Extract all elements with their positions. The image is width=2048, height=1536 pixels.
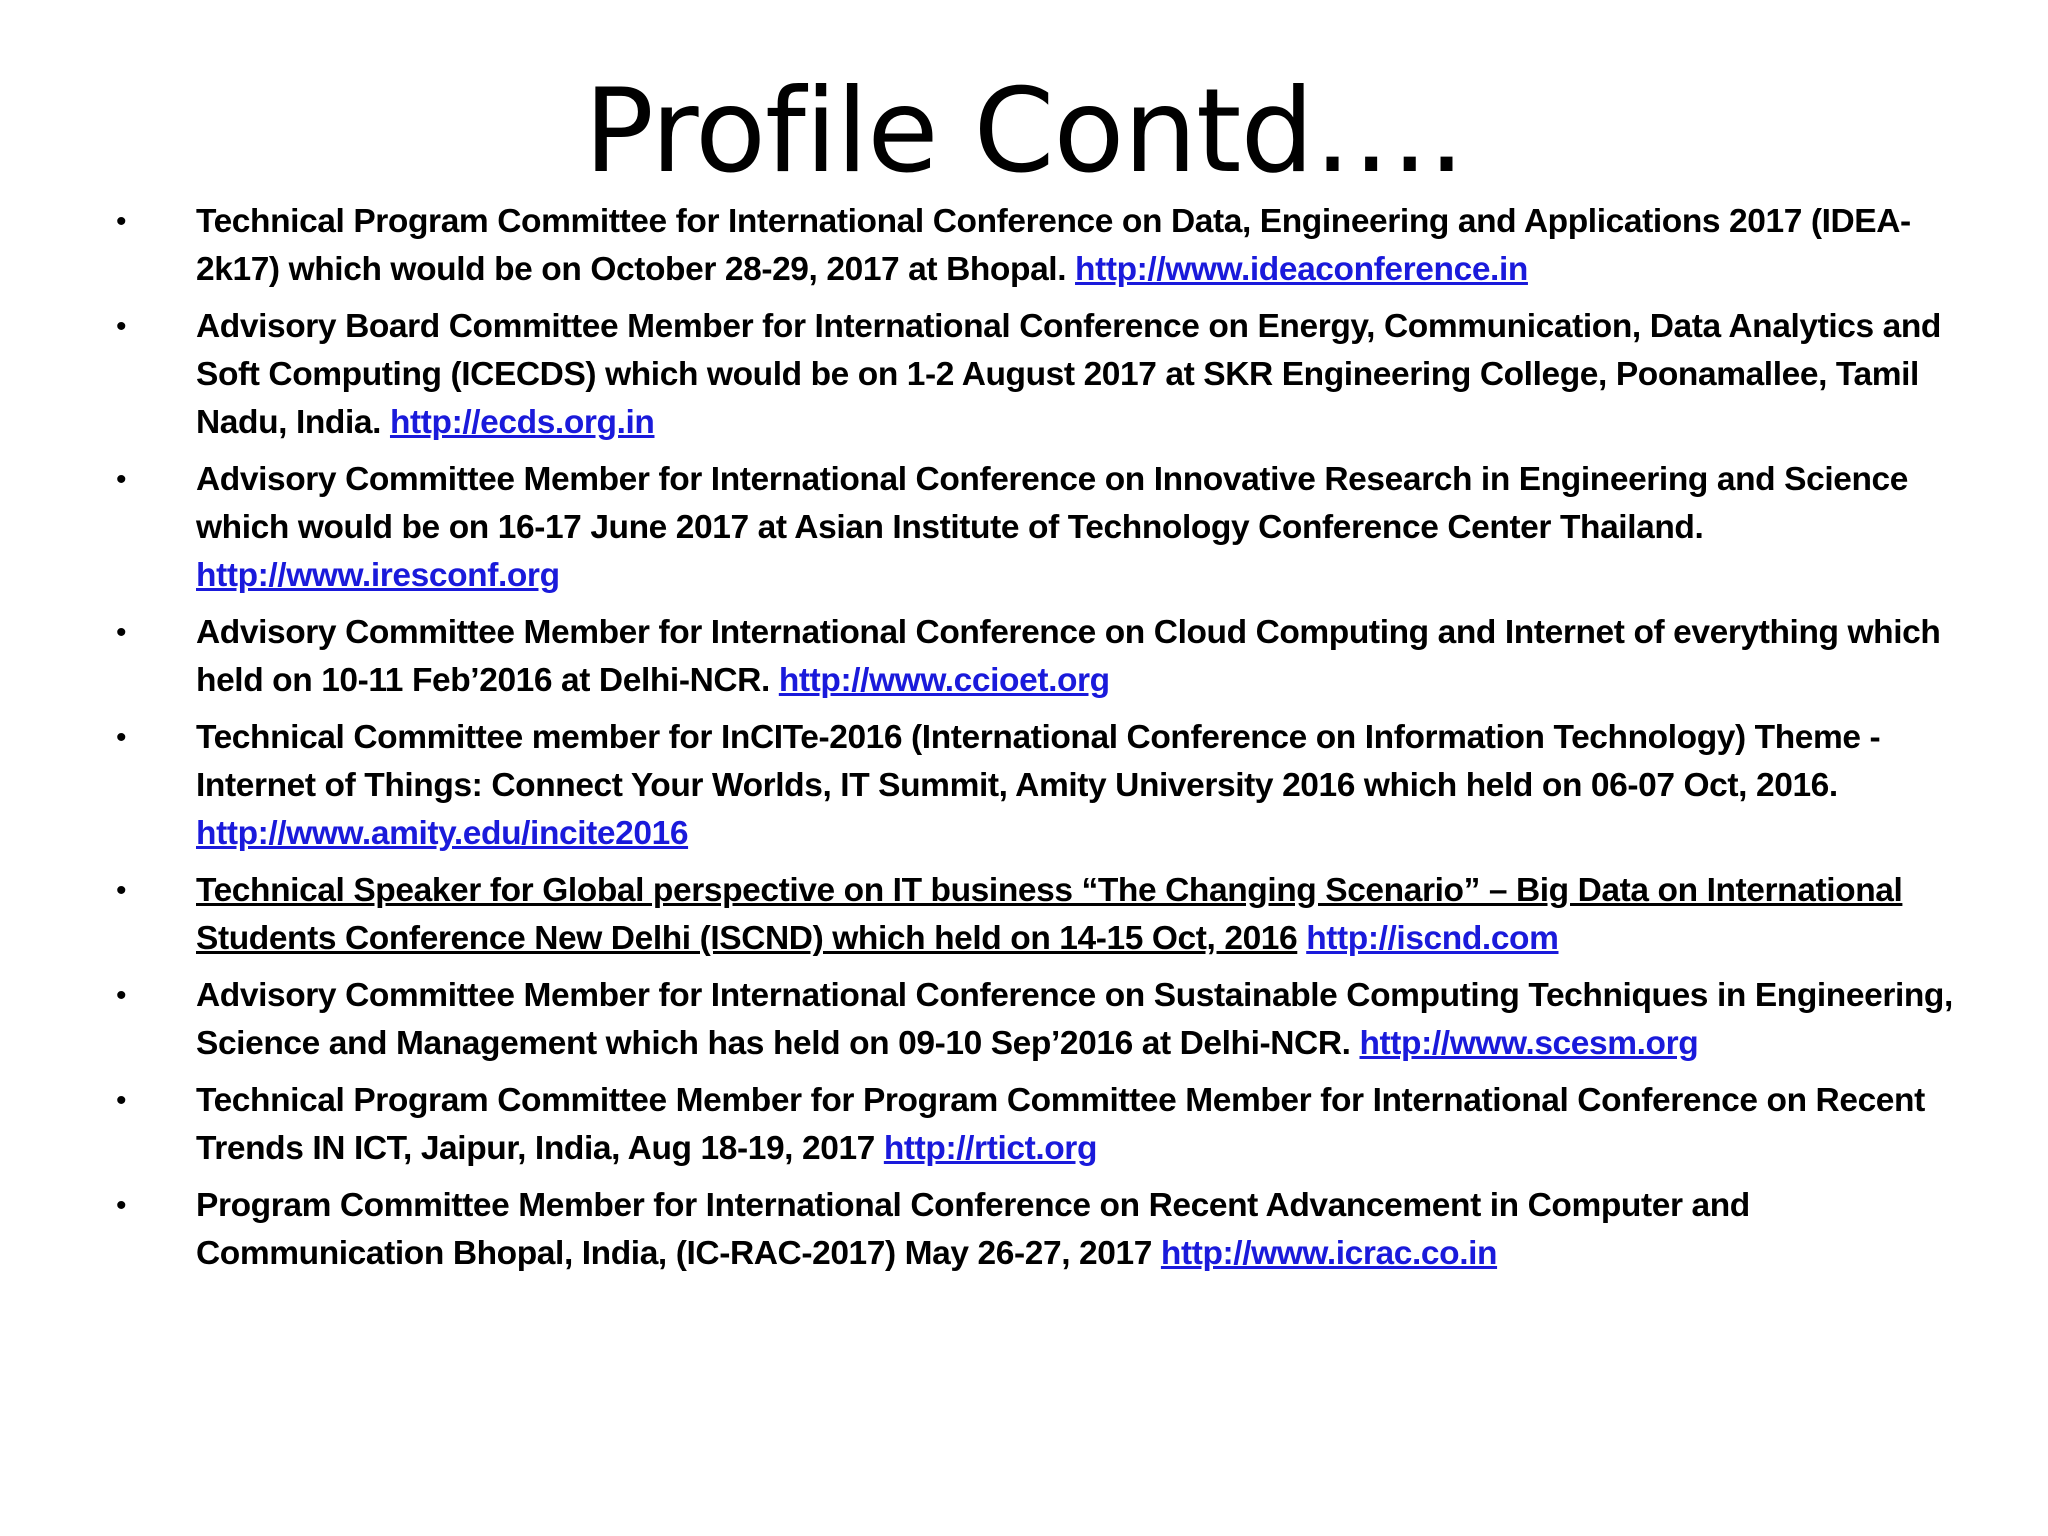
bullet-icon: • (116, 205, 127, 238)
bullet-icon: • (116, 874, 127, 907)
conference-link[interactable]: http://iscnd.com (1306, 920, 1559, 957)
list-item (116, 1077, 1956, 1173)
list-item (116, 714, 1956, 858)
slide-title: Profile Contd…. (583, 64, 1465, 199)
bullet-icon: • (116, 1189, 127, 1222)
bullet-icon: • (116, 979, 127, 1012)
conference-link[interactable]: http://www.ccioet.org (778, 662, 1110, 699)
bullet-icon: • (116, 463, 127, 496)
conference-link[interactable]: http://www.iresconf.org (196, 557, 560, 594)
item-text: Technical Speaker for Global perspective on IT business “The Changing Scenario” – Big Data on International Students Conference New Delhi (ISCND) which held on 14-15 Oct, 2016 (196, 872, 1903, 957)
conference-link[interactable]: http://www.icrac.co.in (1160, 1235, 1498, 1272)
list-item (116, 456, 1956, 600)
list-item (116, 972, 1956, 1068)
list-item (116, 867, 1956, 963)
item-text: Advisory Committee Member for International Conference on Cloud Computing and Internet of everything which held on 10-11 Feb’2016 at Delhi-NCR. (196, 614, 1941, 699)
item-text: Technical Committee member for InCITe-2016 (International Conference on Information Technology) Theme - Internet of Things: Connect Your Worlds, IT Summit, Amity University 2016 which held on 06-07 Oct, 2016. (196, 719, 1881, 804)
item-text: Advisory Board Committee Member for International Conference on Energy, Communication, Data Analytics and Soft Computing (ICECDS) which would be on 1-2 August 2017 at SKR Engineering College, Poonamallee, Tamil Nadu, India. (196, 308, 1941, 441)
bullet-icon: • (116, 1084, 127, 1117)
item-text: Technical Program Committee Member for Program Committee Member for International Conference on Recent Trends IN ICT, Jaipur, India, Aug 18-19, 2017 (196, 1082, 1925, 1167)
item-text: Advisory Committee Member for International Conference on Sustainable Computing Techniques in Engineering, Science and Management which has held on 09-10 Sep’2016 at Delhi-NCR. (196, 977, 1953, 1062)
bullet-list (116, 198, 1956, 1287)
list-item (116, 198, 1956, 294)
bullet-icon: • (116, 616, 127, 649)
conference-link[interactable]: http://www.amity.edu/incite2016 (196, 815, 689, 852)
conference-link[interactable]: http://rtict.org (883, 1130, 1098, 1167)
list-item (116, 1182, 1956, 1278)
item-text: Program Committee Member for International Conference on Recent Advancement in Computer and Communication Bhopal, India, (IC-RAC-2017) May 26-27, 2017 (196, 1187, 1750, 1272)
conference-link[interactable]: http://ecds.org.in (389, 404, 655, 441)
conference-link[interactable]: http://www.ideaconference.in (1075, 251, 1528, 288)
conference-link[interactable]: http://www.scesm.org (1359, 1025, 1699, 1062)
bullet-icon: • (116, 310, 127, 343)
item-text: Technical Program Committee for International Conference on Data, Engineering and Applications 2017 (IDEA-2k17) which would be on October 28-29, 2017 at Bhopal. (196, 203, 1911, 288)
list-item (116, 609, 1956, 705)
bullet-icon: • (116, 721, 127, 754)
item-text: Advisory Committee Member for International Conference on Innovative Research in Engineering and Science which would be on 16-17 June 2017 at Asian Institute of Technology Conference Center Thailand. (196, 461, 1908, 546)
list-item (116, 303, 1956, 447)
